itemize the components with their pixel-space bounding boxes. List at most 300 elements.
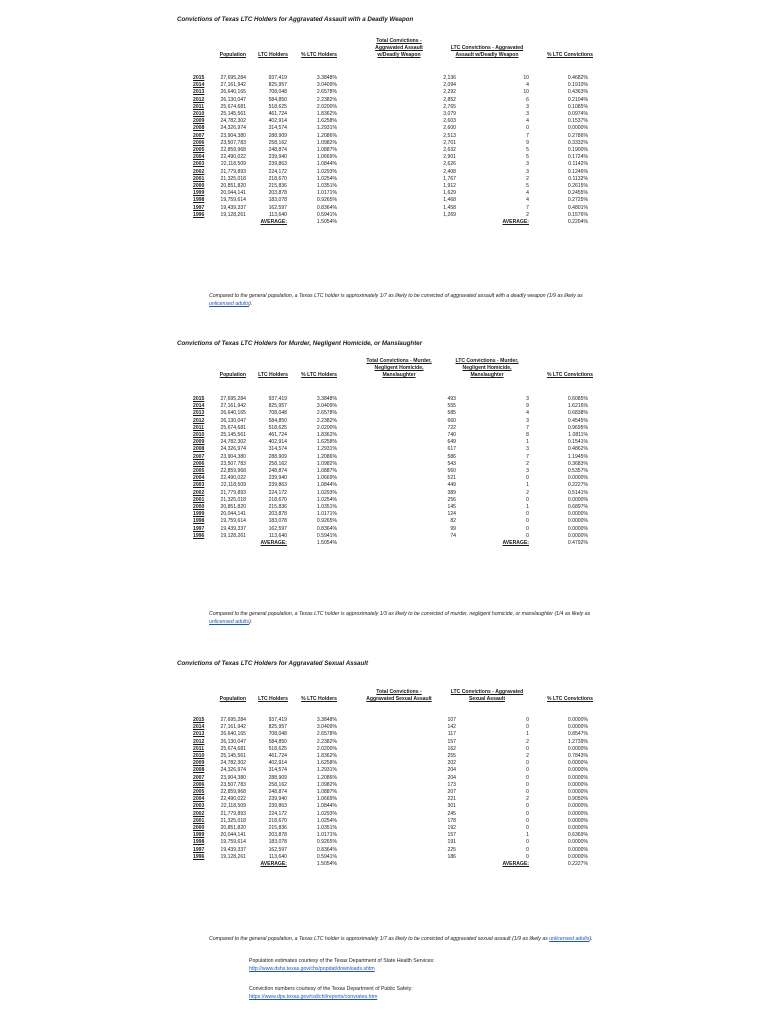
population-cell: 20,851,820 [220, 504, 246, 510]
total-convictions-cell: 207 [447, 789, 456, 795]
population-cell: 22,859,968 [220, 147, 246, 153]
pct-ltc-holders-cell: 1.0293% [316, 489, 337, 496]
ltc-holders-cell: 224,172 [268, 168, 287, 175]
ltc-holders-cell: 937,419 [268, 396, 287, 402]
total-convictions-cell: 521 [447, 475, 456, 482]
pct-ltc-convictions-cell: 0.1132% [568, 175, 588, 182]
ltc-holders-cell: 258,162 [268, 781, 287, 788]
year-cell: 2008 [193, 767, 205, 774]
average-label: AVERAGE: [502, 861, 529, 867]
pct-ltc-holders-cell: 1.2086% [316, 453, 337, 460]
population-cell: 26,130,047 [220, 96, 246, 103]
total-convictions-cell: 2,292 [443, 89, 456, 96]
col-header-pct-ltc-convictions: % LTC Convictions [546, 372, 593, 379]
ltc-convictions-cell: 7 [526, 424, 529, 431]
average-row [0, 540, 768, 547]
col-header-ltc-holders: LTC Holders [258, 696, 288, 703]
population-cell: 24,782,302 [220, 439, 246, 446]
population-cell: 20,044,141 [220, 190, 246, 197]
total-convictions-cell: 585 [447, 410, 456, 417]
year-cell: 2013 [193, 89, 205, 96]
pct-ltc-convictions-cell: 0.4363% [567, 89, 588, 96]
comparison-note [209, 292, 599, 308]
year-cell: 2003 [193, 161, 205, 168]
population-cell: 19,759,614 [220, 518, 246, 525]
col-header-population: Population [219, 372, 246, 379]
total-convictions-cell: 256 [447, 496, 456, 503]
population-cell: 21,325,018 [220, 175, 246, 182]
comparison-note-text: Compared to the general population, a Texas LTC holder is approximately 1/7 as likely to be convicted of aggravated assault with a deadly weapon (1/9 as likely as [209, 293, 583, 299]
table-row [0, 446, 768, 453]
pct-ltc-holders-cell: 1.2931% [316, 446, 337, 453]
pct-ltc-holders-cell: 1.0293% [316, 168, 337, 175]
total-convictions-cell: 157 [447, 832, 456, 839]
total-convictions-cell: 493 [447, 396, 456, 402]
pct-ltc-holders-cell: 1.8362% [316, 753, 337, 759]
ltc-convictions-cell: 3 [526, 417, 529, 424]
pct-ltc-holders-cell: 3.0409% [316, 724, 337, 731]
population-cell: 25,145,561 [220, 111, 246, 117]
total-convictions-cell: 2,408 [443, 168, 456, 175]
population-cell: 26,640,165 [220, 410, 246, 417]
ltc-holders-cell: 402,914 [268, 760, 287, 767]
population-cell: 21,325,018 [220, 817, 246, 824]
ltc-convictions-cell: 0 [526, 745, 529, 752]
ltc-holders-cell: 162,597 [268, 204, 287, 211]
ltc-holders-cell: 258,162 [268, 460, 287, 467]
ltc-holders-cell: 708,048 [268, 89, 287, 96]
pct-ltc-holders-cell: 1.0887% [316, 468, 337, 474]
year-cell: 2015 [193, 396, 205, 402]
year-cell: 1996 [193, 853, 205, 860]
col-header-total-convictions: Total Convictions - [376, 689, 422, 695]
pct-ltc-convictions-cell: 0.0000% [567, 839, 588, 846]
pct-ltc-holders-cell: 1.8362% [316, 111, 337, 117]
total-convictions-cell: 255 [447, 753, 456, 759]
pct-ltc-convictions-cell: 0.2227% [567, 482, 588, 489]
ltc-holders-cell: 314,574 [268, 446, 287, 453]
total-convictions-cell: 722 [447, 424, 456, 431]
ltc-convictions-cell: 5 [526, 183, 529, 189]
comparison-note-end: ). [249, 619, 253, 625]
average-label: AVERAGE: [260, 219, 287, 225]
population-cell: 22,859,968 [220, 789, 246, 795]
table-row [0, 760, 768, 767]
ltc-holders-cell: 215,836 [268, 825, 287, 831]
year-cell: 2004 [193, 154, 205, 161]
table-row [0, 169, 768, 176]
ltc-holders-cell: 183,078 [268, 197, 287, 204]
pct-ltc-holders-cell: 2.0200% [316, 745, 337, 752]
pct-ltc-convictions-cell: 0.1576% [567, 211, 588, 218]
table-row [0, 147, 768, 154]
table-row [0, 176, 768, 183]
pct-ltc-convictions-cell: 0.1724% [567, 154, 588, 161]
ltc-convictions-cell: 3 [526, 161, 529, 168]
pct-ltc-convictions-cell: 1.2739% [567, 738, 588, 745]
population-cell: 19,128,261 [220, 211, 246, 218]
pct-ltc-holders-average: 1.5054% [316, 861, 337, 867]
pct-ltc-convictions-cell: 0.0000% [567, 846, 588, 853]
population-cell: 25,145,561 [220, 432, 246, 438]
pct-ltc-holders-cell: 2.2382% [316, 738, 337, 745]
total-convictions-cell: 2,852 [443, 96, 456, 103]
col-header-ltc-holders: LTC Holders [258, 52, 288, 59]
col-header-ltc-convictions: LTC Convictions - Aggravated [450, 45, 524, 52]
ltc-convictions-cell: 2 [526, 489, 529, 496]
population-cell: 27,695,284 [220, 717, 246, 723]
pct-ltc-holders-cell: 2.0200% [316, 424, 337, 431]
year-cell: 2009 [193, 439, 205, 446]
ltc-holders-cell: 239,940 [268, 796, 287, 803]
table-row [0, 82, 768, 89]
pct-ltc-holders-cell: 0.9265% [316, 197, 337, 204]
pct-ltc-convictions-cell: 0.7843% [567, 753, 588, 759]
ltc-convictions-cell: 1 [526, 482, 529, 489]
total-convictions-cell: 586 [447, 453, 456, 460]
pct-ltc-holders-cell: 1.6258% [316, 118, 337, 125]
ltc-holders-cell: 461,724 [268, 753, 287, 759]
table-row [0, 533, 768, 540]
table-row [0, 425, 768, 432]
table-row [0, 89, 768, 96]
col-header-ltc-convictions: Manslaughter [470, 372, 504, 379]
table-row [0, 133, 768, 140]
population-cell: 25,145,561 [220, 753, 246, 759]
pct-ltc-holders-cell: 3.3848% [316, 717, 337, 723]
table-row [0, 468, 768, 475]
table-row [0, 125, 768, 132]
population-cell: 19,759,614 [220, 839, 246, 846]
year-cell: 2001 [193, 496, 205, 503]
pct-ltc-convictions-cell: 0.0000% [567, 724, 588, 731]
pct-ltc-convictions-cell: 0.4545% [567, 417, 588, 424]
pct-ltc-holders-cell: 2.0200% [316, 103, 337, 110]
pct-ltc-convictions-cell: 0.9050% [567, 796, 588, 803]
population-cell: 24,326,974 [220, 767, 246, 774]
total-convictions-cell: 3,079 [443, 111, 456, 117]
unlicensed-adults-link[interactable]: unlicensed adults [549, 936, 590, 942]
ltc-convictions-cell: 2 [526, 175, 529, 182]
year-cell: 2015 [193, 717, 205, 723]
ltc-holders-cell: 203,878 [268, 190, 287, 197]
pct-ltc-holders-cell: 1.8362% [316, 432, 337, 438]
population-cell: 23,904,380 [220, 132, 246, 139]
pct-ltc-convictions-cell: 0.0000% [567, 518, 588, 525]
table-row [0, 490, 768, 497]
pct-ltc-holders-cell: 3.3848% [316, 396, 337, 402]
ltc-holders-cell: 461,724 [268, 111, 287, 117]
ltc-holders-cell: 288,909 [268, 132, 287, 139]
total-convictions-cell: 145 [447, 504, 456, 510]
comparison-note-text: Compared to the general population, a Texas LTC holder is approximately 1/3 as likely to be convicted of murder, negligent homicide, or manslaughter (1/4 as likely as [209, 611, 591, 617]
population-cell: 24,326,974 [220, 446, 246, 453]
table-row [0, 753, 768, 760]
pct-ltc-convictions-cell: 0.0000% [567, 803, 588, 810]
total-convictions-cell: 1,629 [443, 190, 456, 197]
ltc-convictions-cell: 7 [526, 453, 529, 460]
pct-ltc-convictions-cell: 0.0000% [567, 525, 588, 532]
ltc-convictions-cell: 1 [526, 439, 529, 446]
population-cell: 24,782,302 [220, 760, 246, 767]
year-cell: 1996 [193, 532, 205, 539]
year-cell: 2014 [193, 724, 205, 731]
population-cell: 22,490,022 [220, 475, 246, 482]
pct-ltc-convictions-cell: 0.2786% [567, 132, 588, 139]
population-cell: 20,044,141 [220, 511, 246, 518]
unlicensed-adults-link[interactable]: unlicensed adults [209, 619, 250, 625]
table-row [0, 731, 768, 738]
pct-ltc-holders-cell: 1.0887% [316, 147, 337, 153]
ltc-holders-cell: 461,724 [268, 432, 287, 438]
year-cell: 2007 [193, 453, 205, 460]
ltc-holders-cell: 203,878 [268, 511, 287, 518]
ltc-holders-cell: 183,078 [268, 518, 287, 525]
pct-ltc-holders-cell: 1.0351% [316, 825, 337, 831]
population-cell: 20,851,820 [220, 825, 246, 831]
table-row [0, 140, 768, 147]
pct-ltc-holders-cell: 1.2931% [316, 125, 337, 132]
ltc-holders-cell: 708,048 [268, 410, 287, 417]
population-cell: 21,325,018 [220, 496, 246, 503]
total-convictions-cell: 173 [447, 781, 456, 788]
unlicensed-adults-link[interactable]: unlicensed adults [209, 301, 250, 307]
population-cell: 19,128,261 [220, 532, 246, 539]
pct-ltc-holders-cell: 1.6258% [316, 439, 337, 446]
table-row [0, 75, 768, 82]
ltc-holders-cell: 203,878 [268, 832, 287, 839]
total-convictions-cell: 649 [447, 439, 456, 446]
pct-ltc-holders-cell: 2.2382% [316, 96, 337, 103]
pct-ltc-holders-cell: 2.6578% [316, 731, 337, 738]
col-header-total-convictions: Total Convictions - [376, 38, 422, 44]
pct-ltc-convictions-cell: 0.0000% [567, 745, 588, 752]
table-row [0, 739, 768, 746]
col-header-ltc-convictions: LTC Convictions - Murder, [455, 358, 519, 364]
total-convictions-cell: 117 [447, 731, 456, 738]
ltc-holders-cell: 584,850 [268, 417, 287, 424]
total-convictions-cell: 2,901 [443, 154, 456, 161]
ltc-convictions-cell: 2 [526, 460, 529, 467]
year-cell: 1997 [193, 204, 205, 211]
pct-ltc-convictions-cell: 0.3332% [567, 139, 588, 146]
ltc-holders-cell: 224,172 [268, 489, 287, 496]
col-header-total-convictions: Negligent Homicide, [374, 365, 424, 372]
population-cell: 20,044,141 [220, 832, 246, 839]
ltc-holders-cell: 113,640 [268, 532, 287, 539]
population-cell: 22,490,022 [220, 796, 246, 803]
population-cell: 22,859,968 [220, 468, 246, 474]
pct-ltc-convictions-cell: 0.9695% [567, 424, 588, 431]
section-title: Convictions of Texas LTC Holders for Murder, Negligent Homicide, or Manslaughter [177, 340, 423, 347]
pct-ltc-convictions-cell: 0.0000% [567, 475, 588, 482]
ltc-holders-cell: 224,172 [268, 810, 287, 817]
total-convictions-cell: 162 [447, 745, 456, 752]
total-convictions-cell: 221 [447, 796, 456, 803]
year-cell: 2010 [193, 753, 205, 759]
pct-ltc-convictions-cell: 0.0000% [567, 853, 588, 860]
conviction-source [249, 986, 549, 1002]
ltc-holders-cell: 314,574 [268, 125, 287, 132]
pct-ltc-convictions-average: 0.2204% [567, 219, 588, 225]
ltc-convictions-cell: 0 [526, 724, 529, 731]
ltc-convictions-cell: 3 [526, 446, 529, 453]
pct-ltc-holders-cell: 1.0887% [316, 789, 337, 795]
pct-ltc-holders-cell: 1.0669% [316, 796, 337, 803]
pct-ltc-holders-cell: 1.0254% [316, 496, 337, 503]
ltc-convictions-cell: 0 [526, 717, 529, 723]
total-convictions-cell: 178 [447, 817, 456, 824]
ltc-convictions-cell: 1 [526, 731, 529, 738]
col-header-total-convictions: w/Deadly Weapon [377, 52, 421, 59]
pct-ltc-holders-cell: 3.0409% [316, 82, 337, 89]
total-convictions-cell: 191 [447, 839, 456, 846]
total-convictions-cell: 157 [447, 738, 456, 745]
population-cell: 19,759,614 [220, 197, 246, 204]
pct-ltc-convictions-cell: 0.4682% [567, 75, 588, 81]
col-header-ltc-convictions: Sexual Assault [468, 696, 506, 703]
year-cell: 2014 [193, 403, 205, 410]
table-row [0, 767, 768, 774]
col-header-pct-ltc-holders: % LTC Holders [301, 696, 337, 703]
year-cell: 2013 [193, 410, 205, 417]
ltc-convictions-cell: 4 [526, 82, 529, 89]
table-row [0, 526, 768, 533]
average-row [0, 219, 768, 226]
total-convictions-cell: 543 [447, 460, 456, 467]
table-row [0, 212, 768, 219]
col-header-pct-ltc-holders: % LTC Holders [301, 52, 337, 59]
year-cell: 2001 [193, 175, 205, 182]
pct-ltc-convictions-cell: 0.2615% [567, 183, 588, 189]
population-cell: 27,695,284 [220, 75, 246, 81]
table-row [0, 854, 768, 861]
total-convictions-cell: 2,513 [443, 132, 456, 139]
year-cell: 1998 [193, 518, 205, 525]
total-convictions-cell: 617 [447, 446, 456, 453]
ltc-holders-cell: 113,640 [268, 211, 287, 218]
section-title: Convictions of Texas LTC Holders for Aggravated Sexual Assault [177, 660, 369, 667]
conviction-source-link[interactable]: https://www.dps.texas.gov/rsd/chl/reports/convrates.htm [249, 993, 378, 1000]
pct-ltc-convictions-cell: 0.0000% [567, 511, 588, 518]
ltc-convictions-cell: 2 [526, 738, 529, 745]
pct-ltc-holders-cell: 1.0293% [316, 810, 337, 817]
average-label: AVERAGE: [260, 861, 287, 867]
ltc-holders-cell: 113,640 [268, 853, 287, 860]
col-header-total-convictions: Manslaughter [382, 372, 416, 379]
total-convictions-cell: 1,767 [443, 175, 456, 182]
pct-ltc-convictions-cell: 0.8547% [567, 731, 588, 738]
ltc-convictions-cell: 0 [526, 789, 529, 795]
pct-ltc-convictions-cell: 0.0000% [567, 532, 588, 539]
table-row [0, 461, 768, 468]
pct-ltc-convictions-cell: 0.4862% [567, 446, 588, 453]
ltc-holders-cell: 402,914 [268, 439, 287, 446]
population-cell: 26,130,047 [220, 417, 246, 424]
total-convictions-cell: 2,765 [443, 103, 456, 110]
total-convictions-cell: 1,458 [443, 204, 456, 211]
year-cell: 1996 [193, 211, 205, 218]
pct-ltc-convictions-cell: 0.0974% [567, 111, 588, 117]
population-cell: 22,118,509 [220, 482, 246, 489]
pct-ltc-convictions-cell: 0.5141% [567, 489, 588, 496]
population-cell: 25,674,681 [220, 103, 246, 110]
population-source-link[interactable]: http://www.dshs.texas.gov/chs/popdat/downloads.shtm [249, 965, 375, 972]
ltc-holders-cell: 288,909 [268, 453, 287, 460]
col-header-total-convictions: Total Convictions - Murder, [366, 358, 432, 364]
ltc-convictions-cell: 8 [526, 432, 529, 438]
ltc-convictions-cell: 10 [523, 89, 529, 96]
ltc-holders-cell: 258,162 [268, 139, 287, 146]
population-cell: 20,851,820 [220, 183, 246, 189]
col-header-ltc-holders: LTC Holders [258, 372, 288, 379]
ltc-holders-cell: 239,863 [268, 482, 287, 489]
ltc-holders-cell: 937,419 [268, 717, 287, 723]
year-cell: 2011 [193, 424, 205, 431]
pct-ltc-holders-cell: 0.5941% [316, 532, 337, 539]
pct-ltc-convictions-cell: 1.6216% [567, 403, 588, 410]
ltc-holders-cell: 162,597 [268, 525, 287, 532]
ltc-convictions-cell: 1 [526, 504, 529, 510]
pct-ltc-holders-cell: 1.0171% [316, 190, 337, 197]
ltc-convictions-cell: 7 [526, 204, 529, 211]
pct-ltc-holders-cell: 1.0844% [316, 161, 337, 168]
pct-ltc-convictions-cell: 0.1537% [567, 118, 588, 125]
year-cell: 2008 [193, 125, 205, 132]
population-cell: 27,161,942 [220, 724, 246, 731]
year-cell: 2001 [193, 817, 205, 824]
table-row [0, 825, 768, 832]
ltc-convictions-cell: 0 [526, 774, 529, 781]
year-cell: 2000 [193, 504, 205, 510]
total-convictions-cell: 740 [447, 432, 456, 438]
table-row [0, 197, 768, 204]
year-cell: 2002 [193, 168, 205, 175]
year-cell: 1997 [193, 525, 205, 532]
conviction-source-text: Conviction numbers courtesy of the Texas Department of Public Safety: [249, 986, 413, 992]
average-label: AVERAGE: [260, 540, 287, 546]
ltc-convictions-cell: 2 [526, 796, 529, 803]
table-row [0, 118, 768, 125]
table-row [0, 403, 768, 410]
table-row [0, 717, 768, 724]
ltc-convictions-cell: 0 [526, 839, 529, 846]
population-cell: 23,904,380 [220, 453, 246, 460]
pct-ltc-holders-cell: 1.0669% [316, 154, 337, 161]
year-cell: 2003 [193, 803, 205, 810]
table-row [0, 111, 768, 118]
pct-ltc-holders-cell: 3.0409% [316, 403, 337, 410]
population-cell: 25,674,681 [220, 424, 246, 431]
population-cell: 23,904,380 [220, 774, 246, 781]
population-cell: 19,128,261 [220, 853, 246, 860]
ltc-convictions-cell: 0 [526, 525, 529, 532]
year-cell: 2012 [193, 738, 205, 745]
ltc-convictions-cell: 0 [526, 511, 529, 518]
ltc-holders-cell: 518,625 [268, 424, 287, 431]
population-cell: 26,640,165 [220, 89, 246, 96]
pct-ltc-convictions-cell: 0.6085% [567, 396, 588, 402]
pct-ltc-holders-cell: 2.6578% [316, 89, 337, 96]
pct-ltc-convictions-cell: 0.0000% [567, 825, 588, 831]
table-row [0, 410, 768, 417]
col-header-total-convictions: Aggravated Sexual Assault [366, 696, 432, 703]
pct-ltc-holders-cell: 2.2382% [316, 417, 337, 424]
table-row [0, 746, 768, 753]
table-row [0, 504, 768, 511]
year-cell: 2002 [193, 489, 205, 496]
total-convictions-cell: 2,136 [443, 75, 456, 81]
